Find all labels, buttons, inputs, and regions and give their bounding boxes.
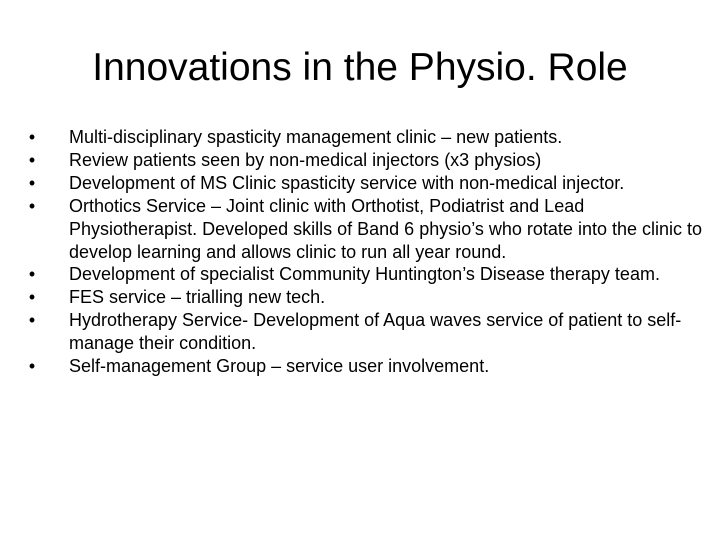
bullet-text: FES service – trialling new tech.	[69, 287, 326, 308]
bullet-icon: •	[28, 127, 36, 147]
bullet-icon: •	[28, 195, 36, 216]
bullet-text: Self-management Group – service user involvement.	[69, 356, 490, 377]
bullet-icon: •	[28, 356, 36, 377]
bullet-item	[26, 286, 710, 309]
bullet-item	[26, 149, 710, 172]
bullet-text: Multi-disciplinary spasticity management clinic – new patients.	[69, 127, 563, 147]
bullet-item	[26, 126, 710, 149]
bullet-icon: •	[28, 149, 36, 170]
bullet-text: Development of MS Clinic spasticity service with non-medical injector.	[69, 172, 625, 193]
bullet-icon: •	[28, 287, 36, 308]
bullet-item	[26, 195, 710, 264]
bullet-item	[26, 172, 710, 195]
bullet-list	[26, 126, 710, 378]
bullet-item	[26, 309, 710, 355]
bullet-item	[26, 263, 710, 286]
bullet-icon: •	[28, 264, 36, 285]
bullet-text: Development of specialist Community Huntington’s Disease therapy team.	[69, 264, 660, 285]
bullet-icon: •	[28, 310, 36, 331]
bullet-text: Review patients seen by non-medical injectors (x3 physios)	[69, 149, 542, 170]
slide-title: Innovations in the Physio. Role	[92, 46, 628, 89]
bullet-item	[26, 355, 710, 378]
bullet-icon: •	[28, 172, 36, 193]
bullet-text: Orthotics Service – Joint clinic with Orthotist, Podiatrist and Lead Physiotherapist. Developed skills of Band 6 physio’s who rotate into the clinic to develop learning and allows clinic to run all year round.	[69, 195, 703, 262]
bullet-text: Hydrotherapy Service- Development of Aqua waves service of patient to self-manage their condition.	[69, 310, 682, 354]
